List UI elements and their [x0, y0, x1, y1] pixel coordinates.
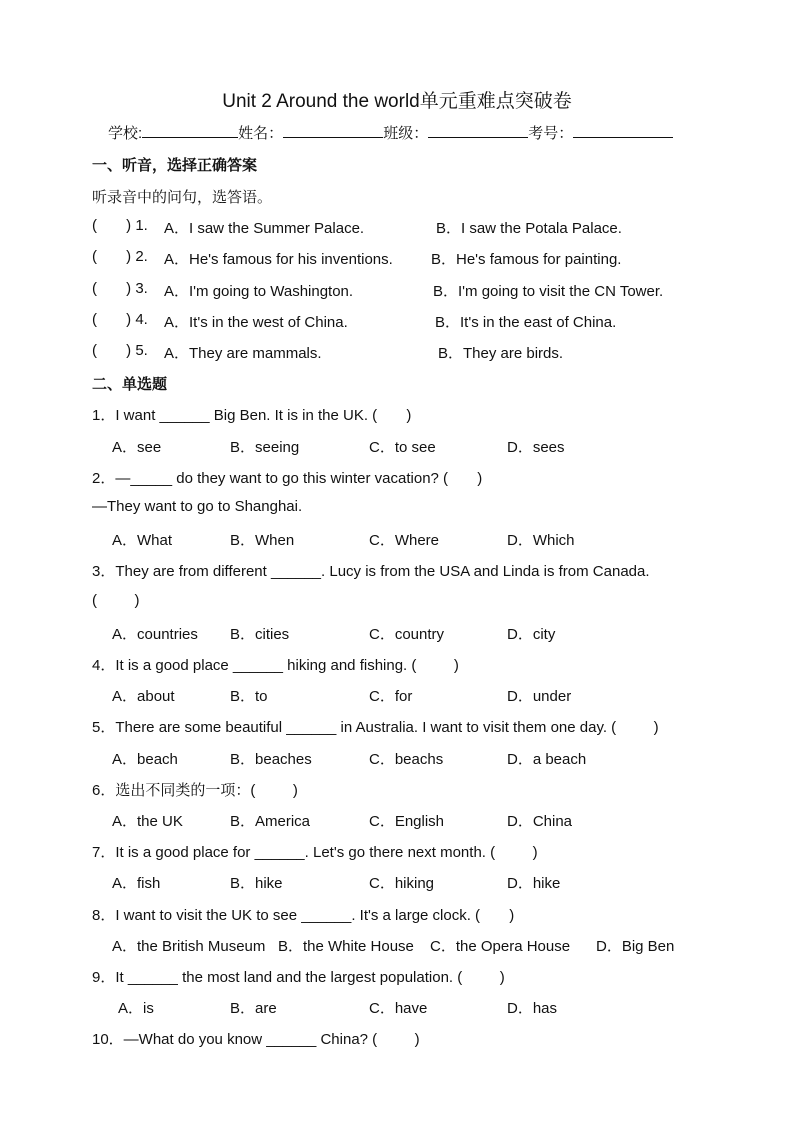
- class-blank[interactable]: [428, 123, 528, 138]
- q2-option-c: C．Where: [369, 532, 440, 549]
- q8-stem: 8．I want to visit the UK to see ______. It's a large clock. ( ): [92, 907, 515, 924]
- q3-option-a: A．countries: [112, 626, 198, 643]
- q2-option-b: B．When: [230, 532, 295, 549]
- q9-option-d: D．has: [507, 1000, 558, 1017]
- q1-stem: 1．I want ______ Big Ben. It is in the UK. ( ): [92, 407, 412, 424]
- listening-q4-option-b: B．It's in the east of China.: [435, 314, 617, 331]
- q6-stem: 6．选出不同类的一项：( ): [92, 782, 298, 799]
- q5-option-b: B．beaches: [230, 751, 312, 768]
- q8-option-b: B．the White House: [278, 938, 414, 955]
- listening-q5-option-a: A．They are mammals.: [164, 345, 322, 362]
- listening-q1-number: ( ) 1.: [92, 217, 148, 234]
- section1-instruction: 听录音中的问句，选答语。: [92, 189, 273, 206]
- q1-option-c: C．to see: [369, 439, 436, 456]
- q3-option-c: C．country: [369, 626, 445, 643]
- q9-stem: 9．It ______ the most land and the largest population. ( ): [92, 969, 505, 986]
- q9-option-b: B．are: [230, 1000, 277, 1017]
- listening-q4-number: ( ) 4.: [92, 311, 148, 328]
- number-blank[interactable]: [573, 123, 673, 138]
- listening-q2-option-a: A．He's famous for his inventions.: [164, 251, 393, 268]
- listening-q3-number: ( ) 3.: [92, 280, 148, 297]
- listening-q5-option-b: B．They are birds.: [438, 345, 564, 362]
- page-title: Unit 2 Around the world单元重难点突破卷: [222, 91, 572, 112]
- q3-option-d: D．city: [507, 626, 556, 643]
- section2-heading: 二、单选题: [92, 376, 168, 393]
- q7-stem: 7．It is a good place for ______. Let's go there next month. ( ): [92, 844, 538, 861]
- q9-option-c: C．have: [369, 1000, 428, 1017]
- q3-stem: 3．They are from different ______. Lucy is from the USA and Linda is from Canada.: [92, 563, 650, 580]
- q5-option-d: D．a beach: [507, 751, 587, 768]
- listening-q1-option-b: B．I saw the Potala Palace.: [436, 220, 622, 237]
- q2-stem: 2．—_____ do they want to go this winter vacation? ( ): [92, 470, 483, 487]
- school-label: 学校:: [108, 125, 143, 142]
- section1-heading: 一、听音，选择正确答案: [92, 157, 258, 174]
- q7-option-d: D．hike: [507, 875, 561, 892]
- q6-option-a: A．the UK: [112, 813, 183, 830]
- name-label: 姓名：: [238, 125, 284, 142]
- q5-option-a: A．beach: [112, 751, 178, 768]
- q1-option-a: A．see: [112, 439, 162, 456]
- q4-option-d: D．under: [507, 688, 572, 705]
- listening-q3-option-b: B．I'm going to visit the CN Tower.: [433, 283, 664, 300]
- q2-stem-answer: —They want to go to Shanghai.: [92, 498, 303, 515]
- q9-option-a: A．is: [118, 1000, 154, 1017]
- listening-q2-number: ( ) 2.: [92, 248, 148, 265]
- q6-option-c: C．English: [369, 813, 445, 830]
- q2-option-d: D．Which: [507, 532, 575, 549]
- q4-option-c: C．for: [369, 688, 413, 705]
- q1-option-d: D．sees: [507, 439, 565, 456]
- q4-option-a: A．about: [112, 688, 175, 705]
- q1-option-b: B．seeing: [230, 439, 300, 456]
- q10-stem: 10．—What do you know ______ China? ( ): [92, 1031, 420, 1048]
- q2-option-a: A．What: [112, 532, 173, 549]
- q5-stem: 5．There are some beautiful ______ in Australia. I want to visit them one day. ( ): [92, 719, 659, 736]
- q8-option-a: A．the British Museum: [112, 938, 266, 955]
- number-label: 考号：: [528, 125, 574, 142]
- listening-q2-option-b: B．He's famous for painting.: [431, 251, 622, 268]
- q4-option-b: B．to: [230, 688, 268, 705]
- listening-q5-number: ( ) 5.: [92, 342, 148, 359]
- q6-option-d: D．China: [507, 813, 573, 830]
- q8-option-d: D．Big Ben: [596, 938, 675, 955]
- q7-option-b: B．hike: [230, 875, 283, 892]
- name-blank[interactable]: [283, 123, 383, 138]
- student-info-row: [108, 122, 673, 143]
- q7-option-c: C．hiking: [369, 875, 435, 892]
- class-label: 班级：: [383, 125, 429, 142]
- listening-q1-option-a: A．I saw the Summer Palace.: [164, 220, 365, 237]
- q8-option-c: C．the Opera House: [430, 938, 571, 955]
- q5-option-c: C．beachs: [369, 751, 444, 768]
- school-blank[interactable]: [142, 123, 238, 138]
- q4-stem: 4．It is a good place ______ hiking and fishing. ( ): [92, 657, 459, 674]
- q3-bracket: ( ): [92, 592, 140, 609]
- q6-option-b: B．America: [230, 813, 311, 830]
- q3-option-b: B．cities: [230, 626, 290, 643]
- q7-option-a: A．fish: [112, 875, 161, 892]
- listening-q4-option-a: A．It's in the west of China.: [164, 314, 348, 331]
- listening-q3-option-a: A．I'm going to Washington.: [164, 283, 354, 300]
